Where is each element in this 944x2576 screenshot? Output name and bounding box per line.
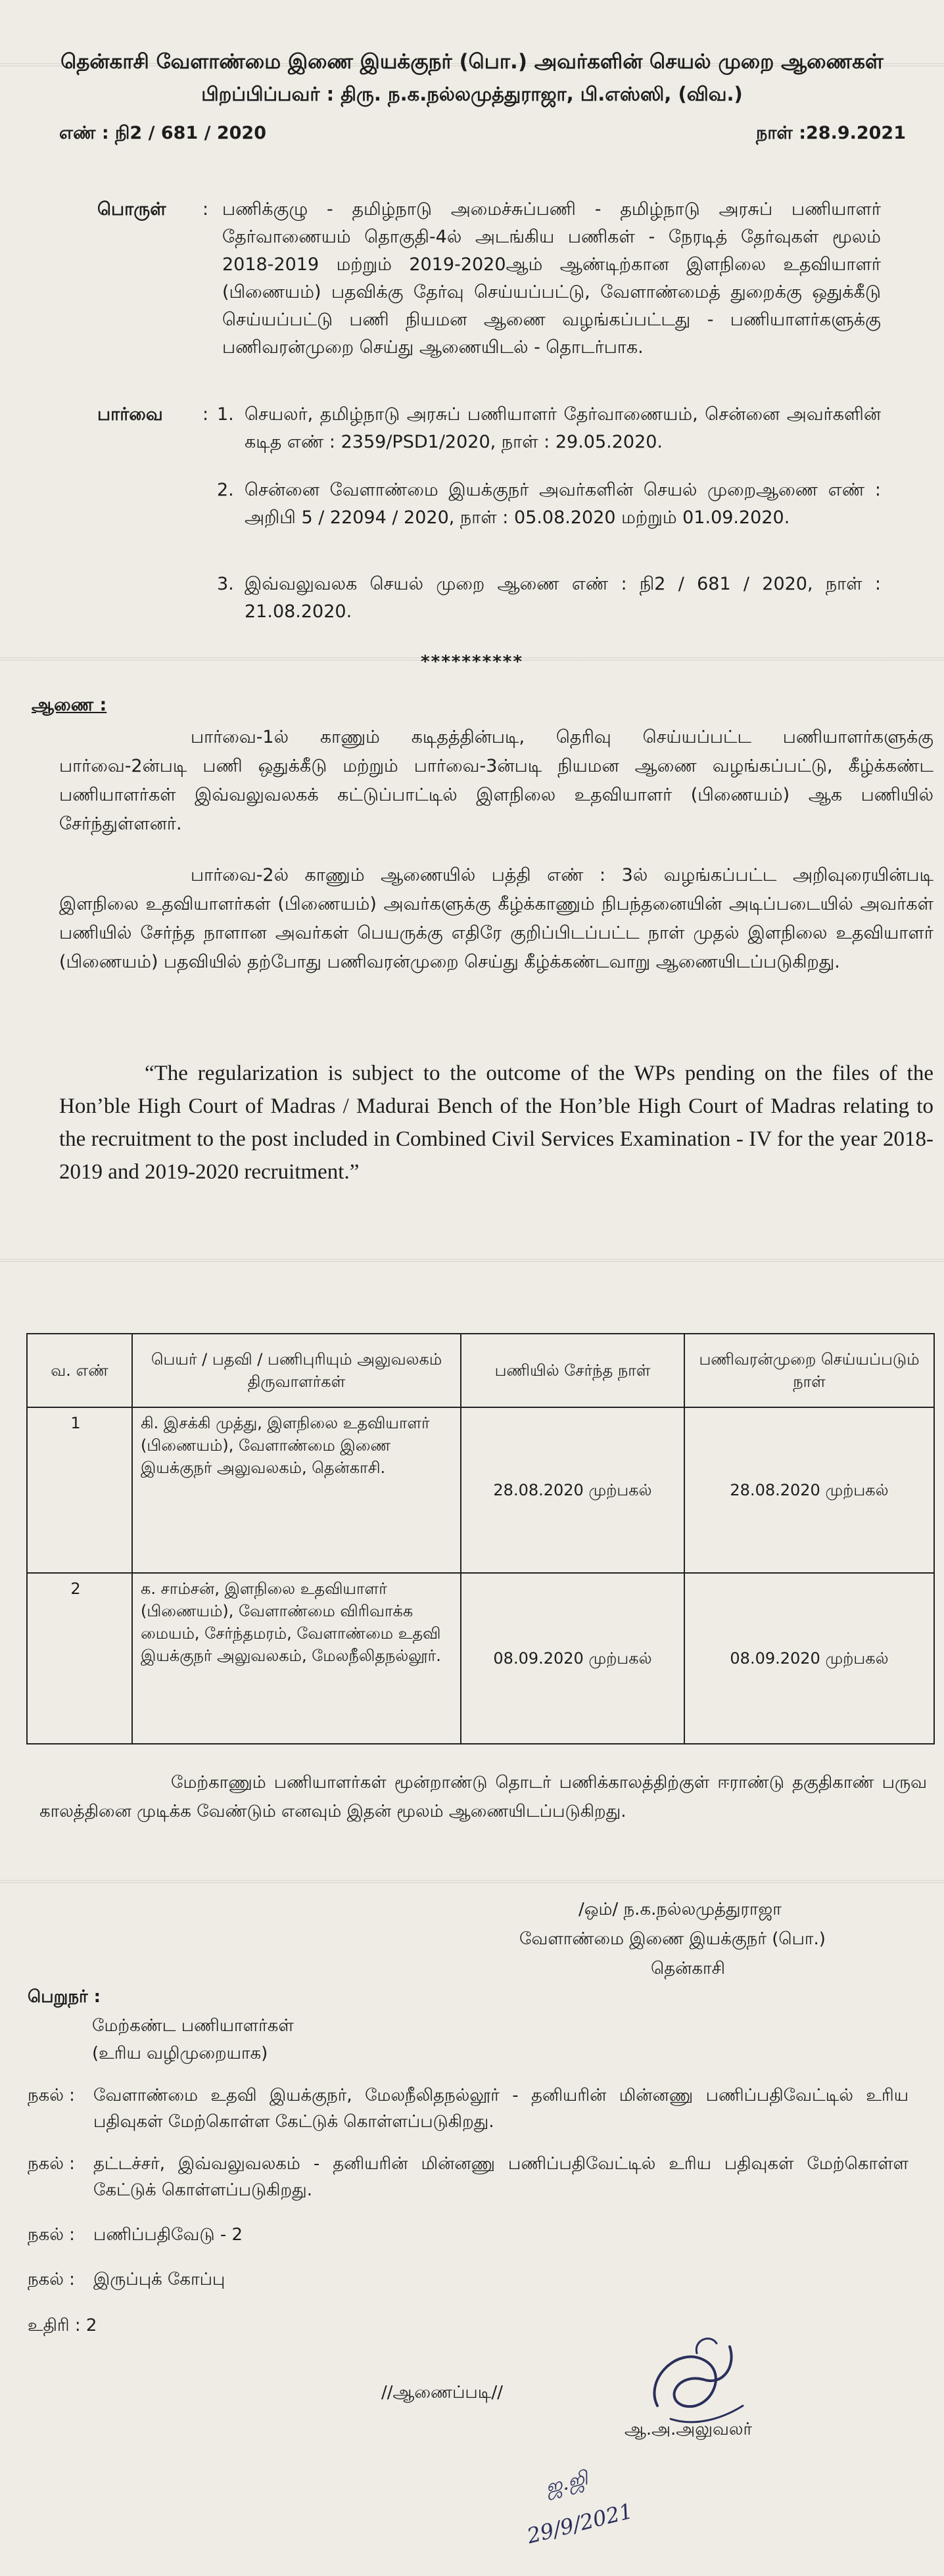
recipient-line-1: மேற்கண்ட பணியாளர்கள் (92, 2016, 294, 2036)
table-header-row (27, 1334, 934, 1407)
order-date: நாள் :28.9.2021 (756, 123, 907, 143)
order-label: ஆணை : (32, 695, 107, 715)
copy-to-item: பணிப்பதிவேடு - 2 (93, 2225, 243, 2245)
reference-number-3: 3. (217, 574, 234, 594)
issuer-line: பிறப்பிப்பவர் : திரு. ந.க.நல்லமுத்துராஜா, பி.எஸ்ஸி, (விவ.) (201, 83, 743, 105)
row-regularized-date: 08.09.2020 முற்பகல் (684, 1573, 934, 1744)
row-employee-details: கி. இசக்கி முத்து, இளநிலை உதவியாளர் (பிணையம்), வேளாண்மை இணை இயக்குநர் அலுவலகம், தென்காசி. (132, 1407, 461, 1573)
signatory-place: தென்காசி (651, 1959, 725, 1979)
copy-to-item: இருப்புக் கோப்பு (93, 2270, 225, 2289)
table-row (27, 1573, 934, 1744)
regularization-table (26, 1333, 935, 1745)
order-paragraph-2: பார்வை-2ல் காணும் ஆணையில் பத்தி எண் : 3ல் வழங்கப்பட்ட அறிவுரையின்படி இளநிலை உதவியாளர்கள் (பிணையம்) அவர்களுக்கு கீழ்க்காணும் நிபந்தனையின் அடிப்படையில் அவர்கள் பணியில் சேர்ந்த நாளான அவர்கள் பெயருக்கு எதிரே குறிப்பிடப்பட்ட நாள் முதல் இளநிலை உதவியாளர் (பிணையம்) பதவியில் தற்போது பணிவரன்முறை செய்து கீழ்க்கண்டவாறு ஆணையிடப்படுகிறது. (59, 865, 933, 972)
handwritten-date: 29/9/2021 (524, 2498, 636, 2549)
copy-label: நகல் : (28, 2225, 75, 2245)
recipient-line-2: (உரிய வழிமுறையாக) (92, 2044, 268, 2063)
table-row (27, 1407, 934, 1573)
closing-paragraph: மேற்காணும் பணியாளர்கள் மூன்றாண்டு தொடர் பணிக்காலத்திற்குள் ஈராண்டு தகுதிகாண் பருவ காலத்தினை முடிக்க வேண்டும் எனவும் இதன் மூலம் ஆணையிடப்படுகிறது. (39, 1773, 927, 1821)
handwritten-initials: ஜ.ஜி (543, 2466, 590, 2500)
recipient-label: பெறுநர் : (28, 1987, 101, 2007)
paper-fold (0, 1880, 944, 1883)
copy-to-item: தட்டச்சர், இவ்வலுவலகம் - தனியரின் மின்னணு பணிப்பதிவேட்டில் உரிய பதிவுகள் மேற்கொள்ள கேட்டுக் கொள்ளப்படுகிறது. (93, 2154, 909, 2200)
english-condition-quote: “The regularization is subject to the outcome of the WPs pending on the files of the Hon’ble High Court of Madras / Madurai Bench of the Hon’ble High Court of Madras relating to the recruitment to the post included in Combined Civil Services Examination - IV for the year 2018-2019 and 2019-2020 recruitment.” (59, 1062, 933, 1184)
separator-stars: ********** (421, 652, 523, 672)
reference-number-1: 1. (217, 404, 234, 425)
row-serial: 2 (27, 1573, 132, 1744)
spare-copies: உதிரி : 2 (28, 2316, 97, 2335)
reference-number-2: 2. (217, 480, 234, 500)
copy-to-item: வேளாண்மை உதவி இயக்குநர், மேலநீலிதநல்லூர் - தனியரின் மின்னணு பணிப்பதிவேட்டில் உரிய பதிவுகள் மேற்கொள்ள கேட்டுக் கொள்ளப்படுகிறது. (93, 2086, 909, 2132)
subject-label: பொருள் (97, 199, 166, 220)
references-colon: : (202, 404, 209, 425)
document-title: தென்காசி வேளாண்மை இணை இயக்குநர் (பொ.) அவர்களின் செயல் முறை ஆணைகள் (60, 50, 884, 74)
row-joined-date: 08.09.2020 முற்பகல் (461, 1573, 684, 1744)
reference-item-1: செயலர், தமிழ்நாடு அரசுப் பணியாளர் தேர்வாணையம், சென்னை அவர்களின் கடித எண் : 2359/PSD1/2020, நாள் : 29.05.2020. (245, 404, 881, 452)
subject-colon: : (202, 199, 209, 220)
row-regularized-date: 28.08.2020 முற்பகல் (684, 1407, 934, 1573)
references-label: பார்வை (97, 404, 163, 425)
signatory-designation: வேளாண்மை இணை இயக்குநர் (பொ.) (519, 1929, 826, 1949)
subject-text: பணிக்குழு - தமிழ்நாடு அமைச்சுப்பணி - தமிழ்நாடு அரசுப் பணியாளர் தேர்வாணையம் தொகுதி-4ல் அடங்கிய பணிகள் - நேரடித் தேர்வுகள் மூலம் 2018-2019 மற்றும் 2019-2020ஆம் ஆண்டிற்கான இளநிலை உதவியாளர் (பிணையம்) பதவிக்கு தேர்வு செய்யப்பட்டு, வேளாண்மைத் துறைக்கு ஒதுக்கீடு செய்யப்பட்டு பணி நியமன ஆணை வழங்கப்பட்டது - பணியாளர்களுக்கு பணிவரன்முறை செய்து ஆணையிடல் - தொடர்பாக. (222, 199, 881, 358)
paper-fold (0, 1259, 944, 1262)
copy-label: நகல் : (28, 2270, 75, 2289)
reference-item-2: சென்னை வேளாண்மை இயக்குநர் அவர்களின் செயல் முறைஆணை எண் : அறிபி 5 / 22094 / 2020, நாள் : 05.08.2020 மற்றும் 01.09.2020. (245, 480, 881, 528)
row-joined-date: 28.08.2020 முற்பகல் (461, 1407, 684, 1573)
order-paragraph-1: பார்வை-1ல் காணும் கடிதத்தின்படி, தெரிவு செய்யப்பட்ட பணியாளர்களுக்கு பார்வை-2ன்படி பணி ஒதுக்கீடு மற்றும் பார்வை-3ன்படி நியமன ஆணை வழங்கப்பட்டு, கீழ்க்கண்ட பணியாளர்கள் இவ்வலுவலகக் கட்டுப்பாட்டில் இளநிலை உதவியாளர் (பிணையம்) ஆக பணியில் சேர்ந்துள்ளனர். (59, 727, 933, 834)
office-superintendent: ஆ.அ.அலுவலர் (625, 2420, 753, 2439)
copy-label: நகல் : (28, 2154, 75, 2174)
column-header-name: பெயர் / பதவி / பணிபுரியும் அலுவலகம் திருவாளர்கள் (132, 1334, 461, 1407)
column-header-joined-date: பணியில் சேர்ந்த நாள் (461, 1334, 684, 1407)
row-serial: 1 (27, 1407, 132, 1573)
column-header-regularized-date: பணிவரன்முறை செய்யப்படும் நாள் (684, 1334, 934, 1407)
row-employee-details: க. சாம்சன், இளநிலை உதவியாளர் (பிணையம்), வேளாண்மை விரிவாக்க மையம், சேர்ந்தமரம், வேளாண்மை உதவி இயக்குநர் அலுவலகம், மேலநீலிதநல்லூர். (132, 1573, 461, 1744)
signatory-name: /ஒம்/ ந.க.நல்லமுத்துராஜா (578, 1900, 782, 1919)
copy-label: நகல் : (28, 2086, 75, 2105)
reference-number: எண் : நி2 / 681 / 2020 (59, 123, 266, 143)
column-header-serial: வ. எண் (27, 1334, 132, 1407)
by-order-line: //ஆணைப்படி// (381, 2383, 503, 2402)
reference-item-3: இவ்வலுவலக செயல் முறை ஆணை எண் : நி2 / 681 / 2020, நாள் : 21.08.2020. (245, 574, 881, 622)
